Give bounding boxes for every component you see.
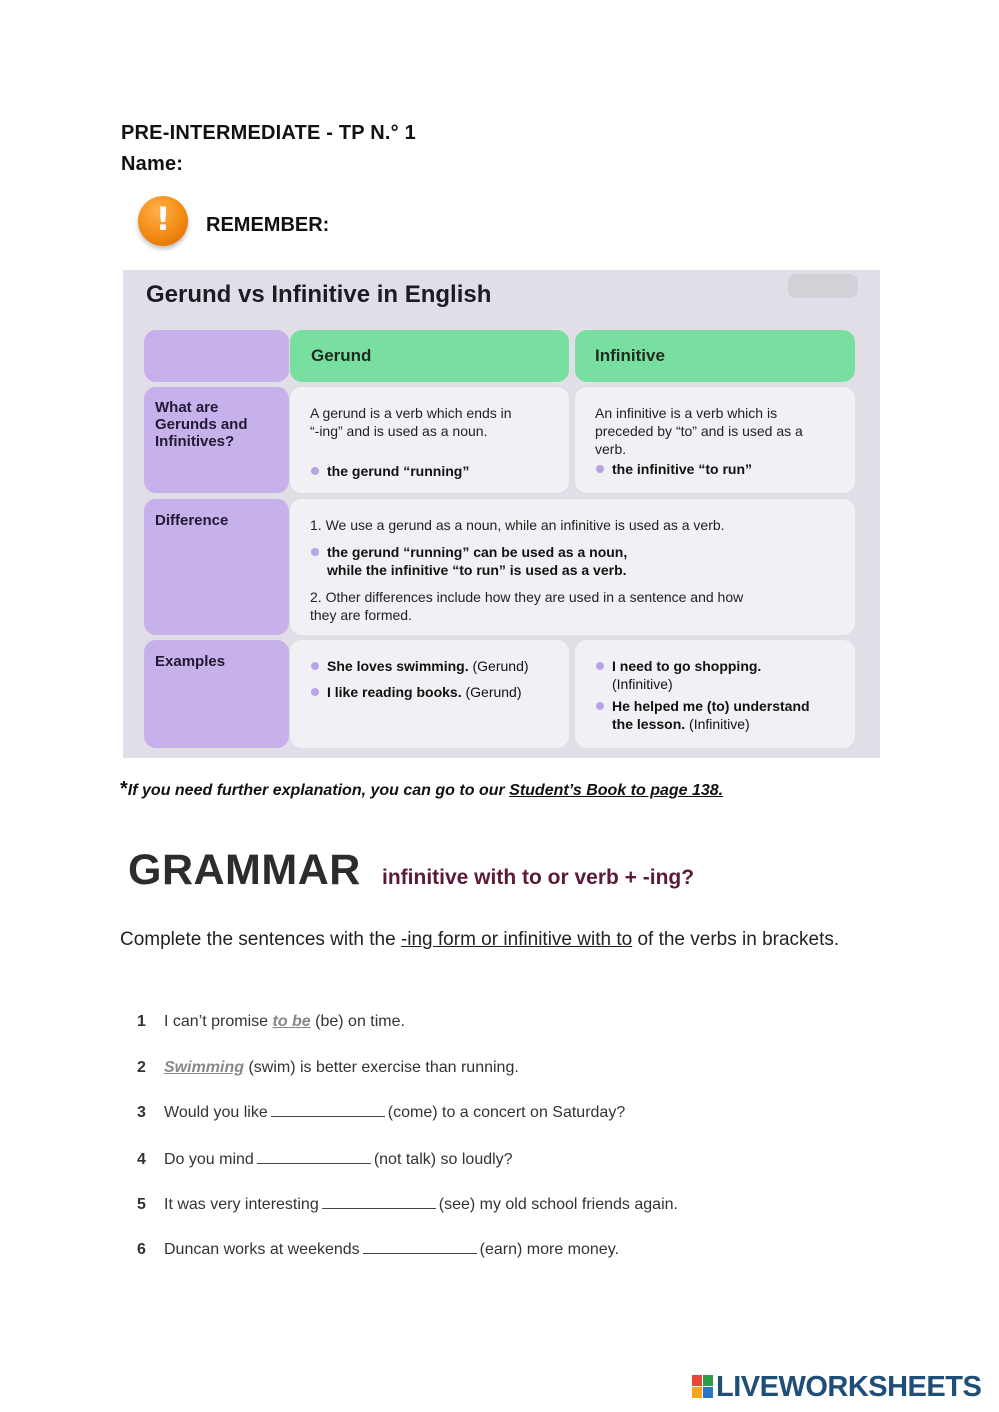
grammar-heading: GRAMMAR <box>128 846 361 894</box>
row-label-line: Difference <box>155 512 229 529</box>
row-label-line: Infinitives? <box>155 433 235 450</box>
infinitive-definition-example: the infinitive “to run” <box>612 461 752 477</box>
name-label: Name: <box>121 153 184 175</box>
exclamation-icon <box>138 196 188 246</box>
exercise-answer: to be <box>272 1013 311 1030</box>
difference-line-2: they are formed. <box>310 607 412 623</box>
difference-line-1: 1. We use a gerund as a noun, while an infinitive is used as a verb. <box>310 517 725 533</box>
exercise-text: I can’t promise <box>164 1013 273 1030</box>
logo-square <box>703 1375 713 1386</box>
exercise-text: (be) on time. <box>310 1013 405 1030</box>
exercise-number: 4 <box>137 1151 146 1168</box>
gerund-example: She loves swimming. <box>327 658 469 674</box>
answer-blank[interactable] <box>363 1241 477 1254</box>
footnote-text: If you need further explanation, you can go to our <box>127 782 510 799</box>
exercise-text: (earn) more money. <box>479 1241 619 1258</box>
infinitive-tag: (Infinitive) <box>612 676 673 692</box>
instructions-emphasis: -ing form or infinitive with to <box>400 929 633 950</box>
exercise-text: (swim) is better exercise than running. <box>244 1059 519 1076</box>
infinitive-header-cell <box>575 330 855 382</box>
exercise-number: 6 <box>137 1241 146 1258</box>
table-title: Gerund vs Infinitive in English <box>146 281 492 308</box>
corner-cell <box>144 330 289 382</box>
infinitive-example: the lesson. <box>612 716 686 732</box>
gerund-examples-cell <box>290 640 569 748</box>
infinitive-example: He helped me (to) understand <box>612 698 810 714</box>
gerund-definition-cell <box>290 387 569 493</box>
gerund-header-cell <box>290 330 569 382</box>
infinitive-definition-line: verb. <box>595 441 627 457</box>
logo-square <box>703 1387 713 1398</box>
exclamation-symbol: ! <box>155 200 171 238</box>
row-label-line: Gerunds and <box>155 416 248 433</box>
row-label-difference <box>144 499 289 635</box>
infinitive-definition-line: preceded by “to” and is used as a <box>595 423 803 439</box>
gerund-example: I like reading books. <box>327 684 462 700</box>
row-label-line: What are <box>155 399 219 416</box>
difference-example-line: the gerund “running” can be used as a noun, <box>327 544 628 560</box>
answer-blank[interactable] <box>271 1104 385 1117</box>
footnote-star: * <box>120 778 128 800</box>
infinitive-examples-cell <box>575 640 855 748</box>
row-label-examples <box>144 640 289 748</box>
exercise-answer: Swimming <box>164 1059 245 1076</box>
instructions-text: of the verbs in brackets. <box>632 929 840 950</box>
exercise-item <box>164 1151 513 1169</box>
remember-heading: REMEMBER: <box>206 214 330 236</box>
difference-line-2: 2. Other differences include how they are used in a sentence and how <box>310 589 744 605</box>
answer-blank[interactable] <box>322 1196 436 1209</box>
gerund-definition-line: “-ing” and is used as a noun. <box>310 423 488 439</box>
exercise-item <box>164 1013 405 1031</box>
infinitive-definition-cell <box>575 387 855 493</box>
liveworksheets-logo-icon <box>692 1375 714 1399</box>
gerund-definition-line: A gerund is a verb which ends in <box>310 405 512 421</box>
row-label-line: Examples <box>155 653 226 670</box>
row-label-what <box>144 387 289 493</box>
difference-cell <box>290 499 855 635</box>
exercise-item <box>164 1104 625 1122</box>
instructions-text: Complete the sentences with the <box>120 929 401 950</box>
footnote <box>120 778 723 801</box>
exercise-text: Duncan works at weekends <box>164 1241 360 1258</box>
gerund-definition-example: the gerund “running” <box>327 463 470 479</box>
exercise-text: Would you like <box>164 1104 268 1121</box>
grammar-subtitle: infinitive with to or verb + -ing? <box>382 866 695 889</box>
gerund-tag: (Gerund) <box>461 684 522 700</box>
blurred-watermark <box>788 274 858 298</box>
exercise-number: 3 <box>137 1104 146 1121</box>
logo-square <box>692 1375 702 1386</box>
infinitive-header: Infinitive <box>595 346 665 365</box>
exercise-number: 2 <box>137 1059 146 1076</box>
infinitive-example: I need to go shopping. <box>612 658 762 674</box>
infinitive-definition-line: An infinitive is a verb which is <box>595 405 778 421</box>
infinitive-tag: (Infinitive) <box>685 716 750 732</box>
exercise-text: Do you mind <box>164 1151 254 1168</box>
gerund-header: Gerund <box>311 346 372 365</box>
gerund-tag: (Gerund) <box>468 658 529 674</box>
exercise-text: (come) to a concert on Saturday? <box>387 1104 626 1121</box>
exercise-item <box>164 1241 619 1259</box>
exercise-item <box>164 1059 519 1077</box>
document-title: PRE-INTERMEDIATE - TP N.° 1 <box>121 122 416 144</box>
exercise-item <box>164 1196 678 1214</box>
students-book-link[interactable]: Student’s Book to page 138. <box>509 782 724 799</box>
logo-square <box>692 1387 702 1398</box>
liveworksheets-wordmark: LIVEWORKSHEETS <box>716 1371 982 1403</box>
exercise-text: (not talk) so loudly? <box>373 1151 513 1168</box>
exercise-number: 1 <box>137 1013 146 1030</box>
instructions <box>120 926 890 954</box>
difference-example-line: while the infinitive “to run” is used as a verb. <box>327 562 627 578</box>
exercise-number: 5 <box>137 1196 146 1213</box>
exercise-text: (see) my old school friends again. <box>438 1196 678 1213</box>
answer-blank[interactable] <box>257 1151 371 1164</box>
exercise-text: It was very interesting <box>164 1196 319 1213</box>
